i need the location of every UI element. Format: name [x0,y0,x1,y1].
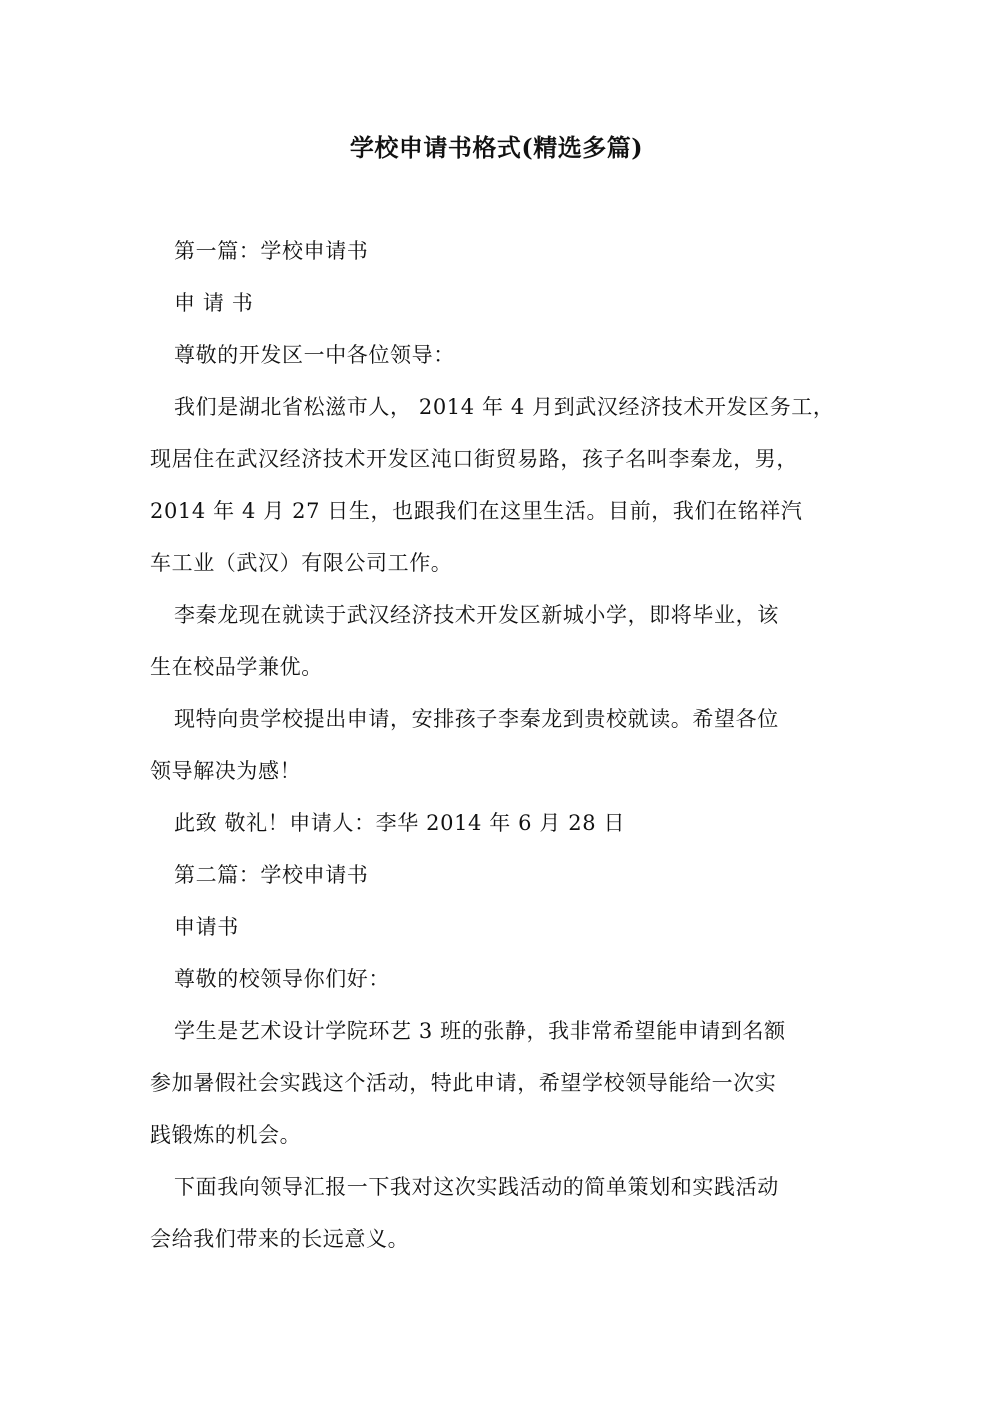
paragraph-line: 现居住在武汉经济技术开发区沌口街贸易路，孩子名叫李秦龙，男， [150,447,798,471]
salutation-2: 尊敬的校领导你们好： [174,967,390,991]
paragraph-line: 现特向贵学校提出申请，安排孩子李秦龙到贵校就读。希望各位 [174,707,779,731]
closing-signature: 此致 敬礼！申请人：李华 2014 年 6 月 28 日 [174,811,626,835]
paragraph-line: 生在校品学兼优。 [150,655,323,679]
paragraph-line: 下面我向领导汇报一下我对这次实践活动的简单策划和实践活动 [174,1175,779,1199]
document-title: 学校申请书格式(精选多篇) [349,133,644,162]
paragraph-line: 领导解决为感！ [150,759,302,783]
letter-heading-1: 申 请 书 [174,291,254,315]
salutation-1: 尊敬的开发区一中各位领导： [174,343,455,367]
paragraph-line: 学生是艺术设计学院环艺 3 班的张静，我非常希望能申请到名额 [174,1019,786,1043]
paragraph-line: 参加暑假社会实践这个活动，特此申请，希望学校领导能给一次实 [150,1071,777,1095]
paragraph-line: 2014 年 4 月 27 日生，也跟我们在这里生活。目前，我们在铭祥汽 [150,499,803,523]
paragraph-line: 会给我们带来的长远意义。 [150,1227,410,1251]
paragraph-line: 车工业（武汉）有限公司工作。 [150,551,453,575]
paragraph-line: 李秦龙现在就读于武汉经济技术开发区新城小学，即将毕业，该 [174,603,779,627]
paragraph-line: 践锻炼的机会。 [150,1123,302,1147]
letter-heading-2: 申请书 [174,915,239,939]
section-heading-2: 第二篇：学校申请书 [174,863,369,887]
paragraph-line: 我们是湖北省松滋市人， 2014 年 4 月到武汉经济技术开发区务工， [174,395,835,419]
section-heading-1: 第一篇：学校申请书 [174,239,369,263]
